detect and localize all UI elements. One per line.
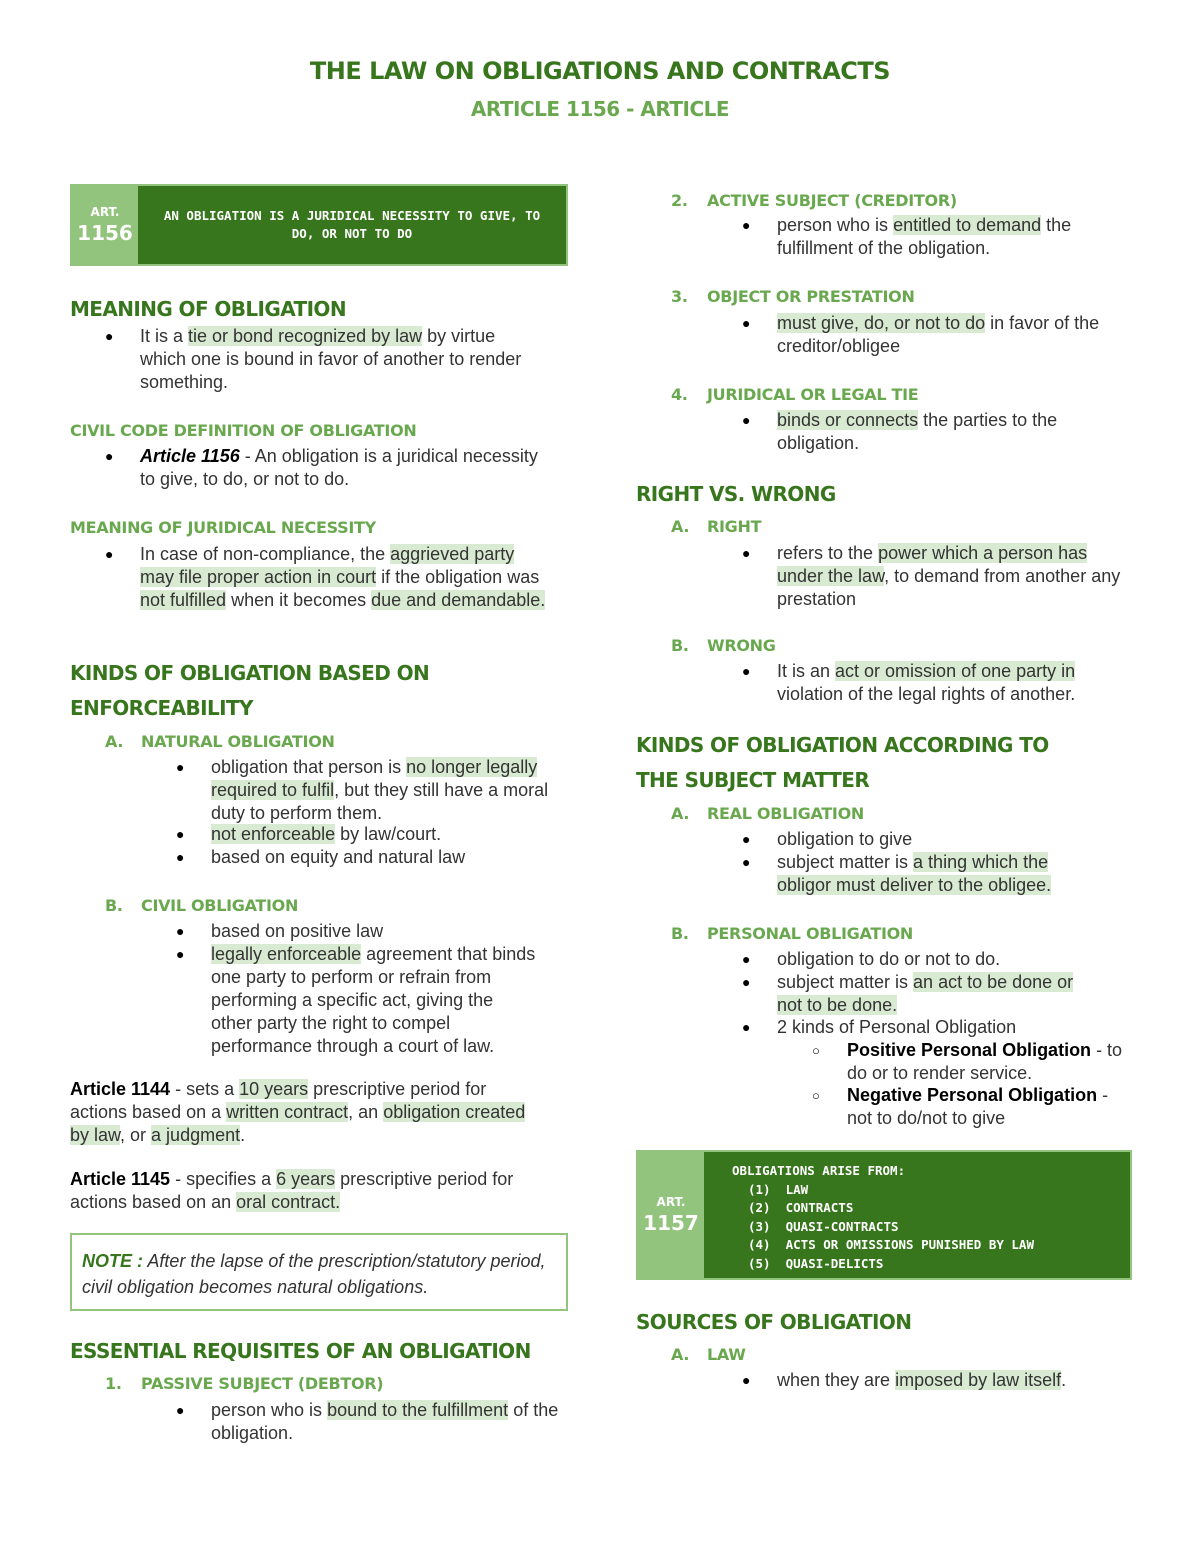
- page-title: THE LAW ON OBLIGATIONS AND CONTRACTS: [309, 57, 891, 85]
- bullet-icon: ●: [105, 546, 114, 562]
- bullet-icon: ●: [742, 974, 751, 990]
- label: RIGHT: [707, 517, 762, 536]
- list-marker: A.: [671, 1345, 690, 1364]
- highlight: entitled to demand: [893, 215, 1042, 235]
- text: It is a: [140, 326, 189, 346]
- list-marker: 2.: [671, 191, 688, 210]
- text: in favor of the creditor/obligee: [777, 313, 1100, 356]
- source-item: (4) ACTS OR OMISSIONS PUNISHED BY LAW: [748, 1237, 1034, 1252]
- highlight: legally enforceable: [211, 944, 362, 964]
- text: - to do or to render service.: [847, 1040, 1123, 1083]
- civil-obligation-heading: [105, 894, 298, 917]
- active-subject-heading: [671, 189, 957, 212]
- source-item: (3) QUASI-CONTRACTS: [748, 1218, 899, 1234]
- label: REAL OBLIGATION: [707, 804, 864, 823]
- heading-line: KINDS OF OBLIGATION ACCORDING TO: [636, 733, 1049, 757]
- text: if the obligation was: [376, 567, 540, 587]
- text: prescriptive period for actions based on an: [70, 1169, 514, 1212]
- bullet-icon: ●: [742, 545, 751, 561]
- juridical-heading: MEANING OF JURIDICAL NECESSITY: [70, 518, 376, 537]
- bullet-icon: ●: [742, 1019, 751, 1035]
- art-number: 1157: [643, 1211, 699, 1235]
- essential-requisites-heading: ESSENTIAL REQUISITES OF AN OBLIGATION: [70, 1339, 531, 1363]
- bullet-icon: ●: [742, 854, 751, 870]
- label: Positive Personal Obligation: [847, 1040, 1092, 1060]
- circle-bullet-icon: ○: [812, 1043, 820, 1058]
- text: obligation that person is: [211, 757, 407, 777]
- highlight: act or omission of one party in: [835, 661, 1076, 681]
- source-item: (2) CONTRACTS: [748, 1200, 854, 1215]
- highlight: power which a person has under the law: [777, 543, 1088, 586]
- source-item: (1) LAW: [748, 1181, 809, 1197]
- text: obligation to do or not to do.: [777, 949, 1001, 969]
- text: - specifies a: [170, 1169, 277, 1189]
- highlight: due and demandable.: [371, 590, 546, 610]
- text: person who is: [211, 1400, 328, 1420]
- right-wrong-heading: RIGHT VS. WRONG: [636, 482, 836, 506]
- text: the parties to the obligation.: [777, 410, 1058, 453]
- highlight: 6 years: [276, 1169, 336, 1189]
- bullet-icon: ●: [105, 328, 114, 344]
- bullet-icon: ●: [742, 951, 751, 967]
- label: CIVIL OBLIGATION: [141, 896, 299, 915]
- text: by virtue which one is bound in favor of another to render something.: [140, 326, 522, 392]
- label: JURIDICAL OR LEGAL TIE: [707, 385, 919, 404]
- page-subtitle: ARTICLE 1156 - ARTICLE: [470, 97, 730, 121]
- art-number: 1156: [77, 221, 133, 245]
- text: - An obligation is a juridical necessity to give, to do, or not to do.: [140, 446, 538, 489]
- heading-line: ENFORCEABILITY: [70, 696, 253, 720]
- circle-bullet-icon: ○: [812, 1088, 820, 1103]
- text: person who is: [777, 215, 894, 235]
- highlight: aggrieved party may file proper action in court: [140, 544, 515, 587]
- bullet-icon: ●: [176, 923, 185, 939]
- note-text: After the lapse of the prescription/statutory period, civil obligation becomes natural obligations.: [82, 1251, 546, 1297]
- article-1156-box: [70, 184, 568, 266]
- label: LAW: [707, 1345, 746, 1364]
- bullet-icon: ●: [742, 831, 751, 847]
- list-marker: A.: [671, 804, 690, 823]
- heading-line: THE SUBJECT MATTER: [636, 768, 870, 792]
- article-ref: Article 1145: [70, 1169, 171, 1189]
- wrong-heading: [671, 634, 776, 657]
- highlight: imposed by law itself: [895, 1370, 1062, 1390]
- list-marker: 3.: [671, 287, 688, 306]
- text: , but they still have a moral duty to perform them.: [211, 780, 549, 823]
- text: based on positive law: [211, 921, 384, 941]
- highlight: oral contract.: [236, 1192, 341, 1212]
- text: when it becomes: [226, 590, 372, 610]
- list-marker: B.: [105, 896, 123, 915]
- list-marker: B.: [671, 636, 689, 655]
- text: .: [1061, 1370, 1067, 1390]
- text: by law/court.: [335, 824, 442, 844]
- text: obligation to give: [777, 829, 913, 849]
- list-marker: A.: [671, 517, 690, 536]
- text: violation of the legal rights of another.: [777, 684, 1076, 704]
- highlight: tie or bond recognized by law: [188, 326, 423, 346]
- highlight: a thing which the obligor must deliver to the obligee.: [777, 852, 1052, 895]
- article-1145-paragraph: [70, 1168, 560, 1214]
- text: , or: [120, 1125, 152, 1145]
- source-item: (5) QUASI-DELICTS: [748, 1255, 884, 1271]
- natural-obligation-heading: [105, 730, 335, 753]
- text: , to demand from another any prestation: [777, 566, 1121, 609]
- text: .: [240, 1125, 246, 1145]
- highlight: no longer legally required to fulfil: [211, 757, 538, 800]
- civil-code-heading: CIVIL CODE DEFINITION OF OBLIGATION: [70, 421, 417, 440]
- bullet-icon: ●: [742, 315, 751, 331]
- article-ref: Article 1144: [70, 1079, 171, 1099]
- text: agreement that binds one party to perform or refrain from performing a specific act, giving the other party the right to compel performance through a court of law.: [211, 944, 536, 1056]
- text: prescriptive period for actions based on a: [70, 1079, 487, 1122]
- highlight: bound to the fulfillment: [327, 1400, 509, 1420]
- text: In case of non-compliance, the: [140, 544, 391, 564]
- sources-list: [732, 1181, 1120, 1274]
- personal-obligation-heading: [671, 922, 913, 945]
- highlight: written contract: [226, 1102, 349, 1122]
- highlight: obligation created by law: [70, 1102, 526, 1145]
- text: refers to the: [777, 543, 879, 563]
- text: based on equity and natural law: [211, 847, 466, 867]
- bullet-icon: ●: [742, 663, 751, 679]
- highlight: a judgment: [151, 1125, 241, 1145]
- bullet-icon: ●: [176, 849, 185, 865]
- legal-tie-heading: [671, 383, 918, 406]
- bullet-icon: ●: [176, 826, 185, 842]
- label: Negative Personal Obligation: [847, 1085, 1098, 1105]
- label: NATURAL OBLIGATION: [141, 732, 335, 751]
- highlight: not fulfilled: [140, 590, 227, 610]
- article-ref: Article 1156: [140, 446, 240, 466]
- text: when they are: [777, 1370, 896, 1390]
- highlight: an act to be done or not to be done.: [777, 972, 1074, 1015]
- article-1144-paragraph: [70, 1078, 540, 1147]
- heading-line: KINDS OF OBLIGATION BASED ON: [70, 661, 430, 685]
- text: of the obligation.: [211, 1400, 559, 1443]
- list-marker: B.: [671, 924, 689, 943]
- list-marker: A.: [105, 732, 124, 751]
- label: PERSONAL OBLIGATION: [707, 924, 914, 943]
- art-label: ART.: [656, 1195, 686, 1209]
- art-label: ART.: [90, 205, 120, 219]
- article-number-badge: [638, 1152, 704, 1278]
- text: - not to do/not to give: [847, 1085, 1109, 1128]
- text: 2 kinds of Personal Obligation: [777, 1017, 1017, 1037]
- text: the fulfillment of the obligation.: [777, 215, 1072, 258]
- label: PASSIVE SUBJECT (DEBTOR): [141, 1374, 384, 1393]
- text: subject matter is: [777, 852, 914, 872]
- law-heading: [671, 1343, 746, 1366]
- highlight: binds or connects: [777, 410, 919, 430]
- sources-heading: SOURCES OF OBLIGATION: [636, 1310, 912, 1334]
- bullet-icon: ●: [742, 412, 751, 428]
- passive-subject-heading: [105, 1372, 383, 1395]
- text: - sets a: [170, 1079, 240, 1099]
- text: It is an: [777, 661, 836, 681]
- article-1157-box: [636, 1150, 1132, 1280]
- label: WRONG: [707, 636, 776, 655]
- bullet-icon: ●: [105, 448, 114, 464]
- article-number-badge: [72, 186, 138, 264]
- bullet-icon: ●: [176, 759, 185, 775]
- label: ACTIVE SUBJECT (CREDITOR): [707, 191, 957, 210]
- highlight: must give, do, or not to do: [777, 313, 986, 333]
- sources-heading: OBLIGATIONS ARISE FROM:: [732, 1163, 906, 1178]
- note-label: NOTE :: [82, 1251, 143, 1271]
- text: subject matter is: [777, 972, 914, 992]
- list-marker: 4.: [671, 385, 688, 404]
- article-1156-text: AN OBLIGATION IS A JURIDICAL NECESSITY TO GIVE, TO DO, OR NOT TO DO: [163, 208, 541, 241]
- bullet-icon: ●: [742, 1372, 751, 1388]
- kinds-enforceability-heading: [70, 656, 429, 726]
- note-box: [70, 1233, 568, 1311]
- real-obligation-heading: [671, 802, 864, 825]
- highlight: not enforceable: [211, 824, 336, 844]
- bullet-icon: ●: [176, 946, 185, 962]
- kinds-subject-heading: [636, 728, 1049, 798]
- article-1157-text: [732, 1162, 1120, 1273]
- highlight: 10 years: [239, 1079, 309, 1099]
- right-heading: [671, 515, 761, 538]
- bullet-icon: ●: [176, 1402, 185, 1418]
- bullet-icon: ●: [742, 217, 751, 233]
- object-prestation-heading: [671, 285, 915, 308]
- text: , an: [348, 1102, 384, 1122]
- meaning-heading: MEANING OF OBLIGATION: [70, 297, 346, 321]
- list-marker: 1.: [105, 1374, 122, 1393]
- label: OBJECT OR PRESTATION: [707, 287, 915, 306]
